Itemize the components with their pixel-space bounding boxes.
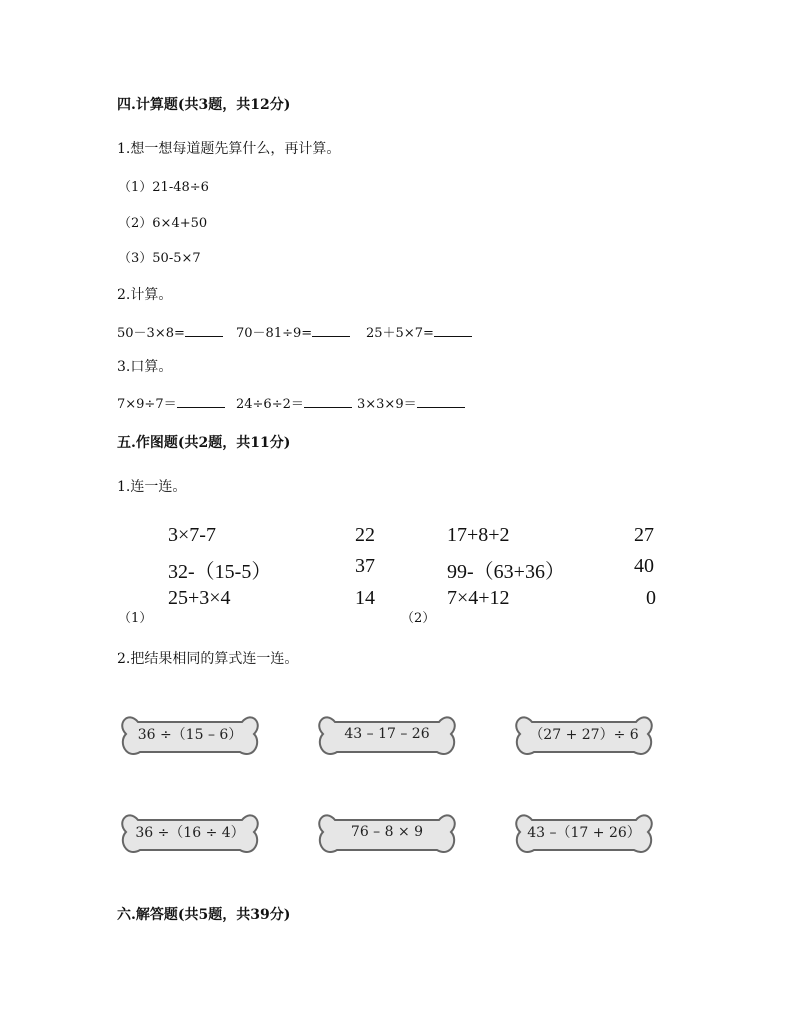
bone-expression: 43 –（17 + 26） bbox=[527, 825, 641, 841]
item-number: （1） bbox=[118, 180, 153, 195]
item-expression: 21-48÷6 bbox=[152, 180, 209, 195]
answer-blank[interactable] bbox=[185, 324, 223, 337]
group-2-label: （2） bbox=[401, 611, 436, 626]
bone-expression: 43 – 17 – 26 bbox=[344, 726, 430, 742]
q4-2-item-1 bbox=[117, 322, 223, 341]
group-1-label: （1） bbox=[118, 611, 153, 626]
expression: 24÷6÷2＝ bbox=[236, 397, 304, 412]
section-4-title: 四.计算题(共3题，共12分) bbox=[117, 97, 291, 113]
q4-3-prompt: 3.口算。 bbox=[117, 359, 173, 375]
q4-1-item-3 bbox=[118, 247, 201, 266]
q4-2-item-3 bbox=[366, 322, 472, 341]
expression: 25＋5×7= bbox=[366, 326, 434, 341]
match-right-value[interactable]: 40 bbox=[634, 555, 654, 577]
match-right-value[interactable]: 0 bbox=[646, 587, 656, 609]
bone-card[interactable] bbox=[514, 804, 654, 860]
q4-2-prompt: 2.计算。 bbox=[117, 287, 173, 303]
match-left-expression[interactable]: 17+8+2 bbox=[447, 524, 510, 546]
answer-blank[interactable] bbox=[434, 324, 472, 337]
bone-card[interactable] bbox=[120, 804, 260, 860]
q4-1-item-2 bbox=[118, 212, 207, 231]
answer-blank[interactable] bbox=[304, 395, 352, 408]
match-left-expression[interactable]: 99-（63+36） bbox=[447, 561, 565, 583]
q4-1-prompt: 1.想一想每道题先算什么，再计算。 bbox=[117, 141, 341, 157]
section-5-title: 五.作图题(共2题，共11分) bbox=[117, 435, 291, 451]
match-left-expression[interactable]: 3×7-7 bbox=[168, 524, 216, 546]
bone-card[interactable] bbox=[120, 706, 260, 762]
item-expression: 50-5×7 bbox=[152, 251, 201, 266]
match-left-expression[interactable]: 25+3×4 bbox=[168, 587, 231, 609]
q4-3-item-3 bbox=[357, 393, 465, 412]
section-6-title: 六.解答题(共5题，共39分) bbox=[117, 907, 291, 923]
expression: 3×3×9＝ bbox=[357, 397, 417, 412]
match-left-expression[interactable]: 32-（15-5） bbox=[168, 561, 272, 583]
q4-3-item-1 bbox=[117, 393, 225, 412]
item-expression: 6×4+50 bbox=[152, 216, 208, 231]
answer-blank[interactable] bbox=[312, 324, 350, 337]
match-right-value[interactable]: 27 bbox=[634, 524, 654, 546]
bone-expression: 36 ÷（15 – 6） bbox=[137, 727, 243, 743]
bone-card[interactable] bbox=[514, 706, 654, 762]
answer-blank[interactable] bbox=[417, 395, 465, 408]
q4-2-item-2 bbox=[236, 322, 350, 341]
expression: 7×9÷7＝ bbox=[117, 397, 177, 412]
bone-expression: 36 ÷（16 ÷ 4） bbox=[135, 825, 245, 841]
q4-1-item-1 bbox=[118, 176, 209, 195]
item-number: （3） bbox=[118, 251, 153, 266]
answer-blank[interactable] bbox=[177, 395, 225, 408]
q5-2-prompt: 2.把结果相同的算式连一连。 bbox=[117, 651, 299, 667]
match-right-value[interactable]: 37 bbox=[355, 555, 375, 577]
match-right-value[interactable]: 14 bbox=[355, 587, 375, 609]
bone-card[interactable] bbox=[317, 804, 457, 860]
q5-1-prompt: 1.连一连。 bbox=[117, 479, 187, 495]
bone-expression: 76 – 8 × 9 bbox=[350, 824, 424, 840]
expression: 70－81÷9= bbox=[236, 326, 313, 341]
match-left-expression[interactable]: 7×4+12 bbox=[447, 587, 510, 609]
item-number: （2） bbox=[118, 216, 153, 231]
expression: 50－3×8= bbox=[117, 326, 185, 341]
bone-card[interactable] bbox=[317, 706, 457, 762]
bone-expression: （27 + 27）÷ 6 bbox=[529, 727, 639, 743]
q4-3-item-2 bbox=[236, 393, 352, 412]
match-right-value[interactable]: 22 bbox=[355, 524, 375, 546]
